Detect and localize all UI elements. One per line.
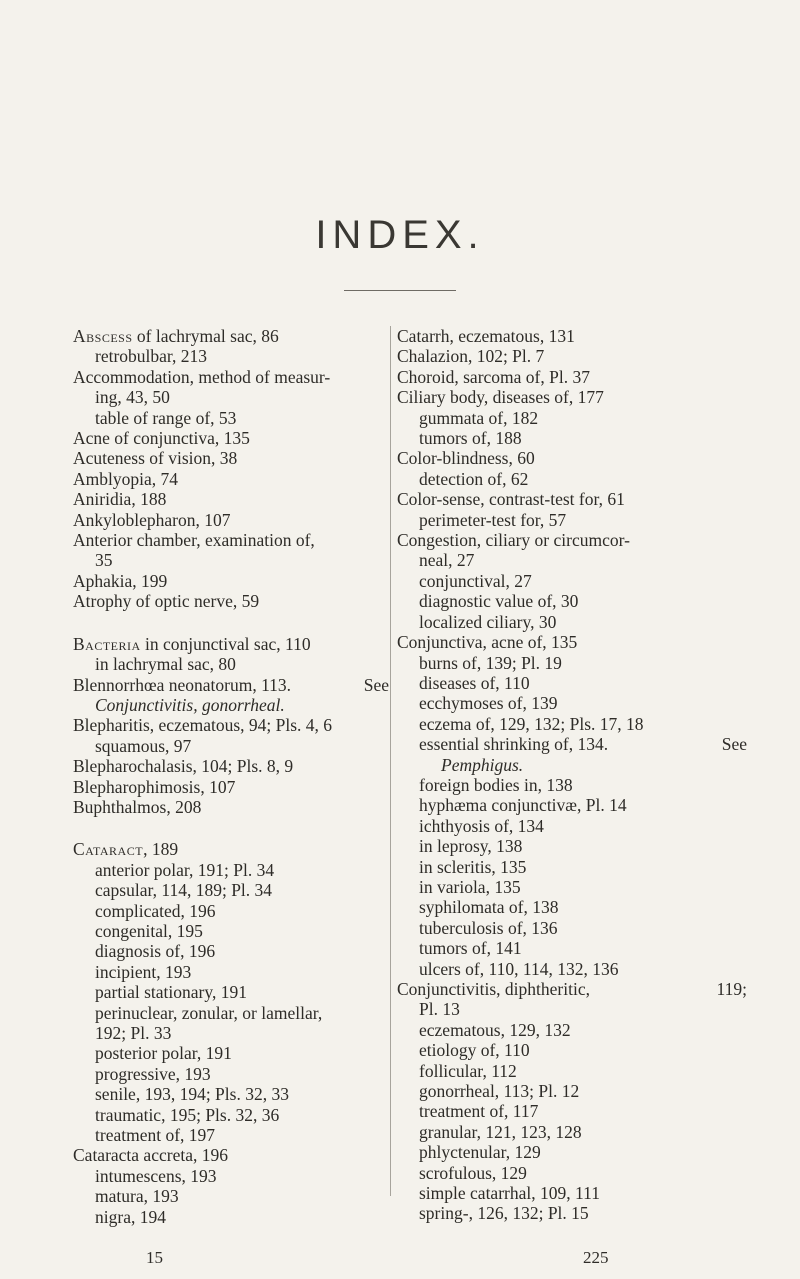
index-subentry	[397, 877, 747, 897]
index-subentry	[73, 1064, 389, 1084]
entry-text: Catarrh, eczematous, 131	[397, 326, 575, 346]
index-subentry	[397, 693, 747, 713]
index-entry	[397, 346, 747, 366]
index-entry	[73, 571, 389, 591]
entry-text: Ankyloblepharon, 107	[73, 509, 231, 530]
entry-text: Buphthalmos, 208	[73, 796, 202, 817]
index-subentry	[397, 1142, 747, 1162]
entry-text: Blepharitis, eczematous, 94; Pls. 4, 6	[73, 715, 333, 736]
column-divider	[390, 326, 391, 1196]
index-subentry	[397, 612, 747, 632]
index-subentry	[397, 1061, 747, 1081]
entry-text: Conjunctivitis, gonorrheal.	[95, 694, 285, 715]
entry-text: Acne of conjunctiva, 135	[73, 428, 250, 449]
entry-text: Ciliary body, diseases of, 177	[397, 387, 604, 408]
index-entry	[73, 777, 389, 797]
index-subentry	[73, 1003, 389, 1023]
entry-text: treatment of, 117	[419, 1101, 539, 1122]
entry-text: Blennorrhœa neonatorum, 113.	[73, 674, 292, 695]
index-subentry	[397, 673, 747, 693]
entry-lead-word: Cataract	[73, 839, 144, 860]
entry-text: senile, 193, 194; Pls. 32, 33	[95, 1084, 289, 1105]
index-subentry	[397, 734, 747, 754]
index-entry	[73, 510, 389, 530]
index-entry	[73, 756, 389, 776]
entry-text: Atrophy of optic nerve, 59	[73, 591, 260, 612]
entry-text: Aniridia, 188	[73, 489, 167, 510]
index-subentry	[73, 860, 389, 880]
index-subentry	[397, 795, 747, 815]
index-subentry	[73, 941, 389, 961]
index-subentry	[73, 1084, 389, 1104]
entry-text: diseases of, 110	[419, 672, 530, 693]
entry-text: conjunctival, 27	[419, 570, 532, 591]
entry-text: localized ciliary, 30	[419, 611, 557, 632]
entry-text: Color-blindness, 60	[397, 448, 535, 469]
entry-text: Pl. 13	[419, 999, 460, 1020]
entry-text: etiology of, 110	[419, 1040, 530, 1061]
entry-text: foreign bodies in, 138	[419, 774, 573, 795]
index-subentry	[397, 428, 747, 448]
index-subentry	[73, 1043, 389, 1063]
index-subentry	[73, 387, 389, 407]
entry-text: Anterior chamber, examination of,	[73, 530, 315, 551]
index-entry	[73, 797, 389, 817]
entry-text: Amblyopia, 74	[73, 468, 178, 489]
index-entry	[73, 715, 389, 735]
entry-text: tumors of, 188	[419, 428, 522, 449]
index-entry	[73, 367, 389, 387]
index-subentry	[73, 408, 389, 428]
entry-text: burns of, 139; Pl. 19	[419, 652, 562, 673]
entry-text: Conjunctivitis, diphtheritic,	[397, 979, 590, 999]
entry-text: partial stationary, 191	[95, 982, 247, 1003]
index-entry	[397, 979, 747, 999]
entry-text: granular, 121, 123, 128	[419, 1121, 582, 1142]
index-subentry	[397, 1101, 747, 1121]
entry-text: ing, 43, 50	[95, 387, 170, 408]
index-subentry	[397, 1040, 747, 1060]
entry-text: simple catarrhal, 109, 111	[419, 1183, 600, 1204]
entry-text: posterior polar, 191	[95, 1043, 232, 1064]
entry-text: spring-, 126, 132; Pl. 15	[419, 1203, 589, 1224]
entry-text: diagnostic value of, 30	[419, 591, 579, 612]
index-subentry	[397, 755, 747, 775]
index-column-left	[73, 326, 389, 1227]
index-subentry	[397, 1203, 747, 1223]
heading-rule	[344, 290, 456, 291]
entry-text: eczematous, 129, 132	[419, 1019, 571, 1040]
entry-text: Choroid, sarcoma of, Pl. 37	[397, 366, 590, 387]
index-subentry	[397, 571, 747, 591]
index-entry	[397, 387, 747, 407]
signature-mark: 15	[146, 1248, 163, 1267]
entry-text: diagnosis of, 196	[95, 941, 216, 962]
entry-text: Conjunctiva, acne of, 135	[397, 632, 578, 653]
index-entry	[73, 448, 389, 468]
index-entry	[397, 489, 747, 509]
index-subentry	[397, 1163, 747, 1183]
entry-text: 35	[95, 550, 113, 571]
entry-text: incipient, 193	[95, 961, 192, 982]
entry-text: progressive, 193	[95, 1063, 211, 1084]
index-entry	[73, 530, 389, 550]
index-subentry	[397, 999, 747, 1019]
entry-text: ecchymoses of, 139	[419, 693, 558, 714]
entry-text: anterior polar, 191; Pl. 34	[95, 859, 275, 880]
index-entry	[397, 632, 747, 652]
entry-text: ulcers of, 110, 114, 132, 136	[419, 958, 619, 979]
page-heading: INDEX.	[315, 213, 485, 257]
entry-text: Aphakia, 199	[73, 570, 168, 591]
index-subentry	[73, 654, 389, 674]
index-subentry	[73, 901, 389, 921]
index-entry	[397, 326, 747, 346]
entry-text: capsular, 114, 189; Pl. 34	[95, 880, 273, 901]
index-subentry	[73, 1105, 389, 1125]
entry-text: in leprosy, 138	[419, 836, 523, 857]
entry-text: congenital, 195	[95, 920, 203, 941]
index-subentry	[397, 1020, 747, 1040]
index-entry	[73, 489, 389, 509]
index-subentry	[397, 816, 747, 836]
entry-text: detection of, 62	[419, 468, 529, 489]
entry-text: of lachrymal sac, 86	[132, 326, 279, 346]
index-subentry	[397, 857, 747, 877]
entry-text: Cataracta accreta, 196	[73, 1145, 228, 1166]
index-subentry	[73, 921, 389, 941]
entry-text: follicular, 112	[419, 1060, 517, 1081]
index-entry	[73, 1145, 389, 1165]
index-subentry	[397, 510, 747, 530]
entry-text: Chalazion, 102; Pl. 7	[397, 346, 545, 367]
index-subentry	[397, 1122, 747, 1142]
entry-text: gummata of, 182	[419, 407, 539, 428]
entry-text: in conjunctival sac, 110	[140, 633, 311, 654]
entry-text: retrobulbar, 213	[95, 346, 208, 367]
index-subentry	[73, 346, 389, 366]
index-subentry	[397, 550, 747, 570]
entry-text: squamous, 97	[95, 735, 192, 756]
entry-text: Color-sense, contrast-test for, 61	[397, 489, 625, 510]
entry-text: treatment of, 197	[95, 1125, 216, 1146]
entry-text: matura, 193	[95, 1186, 179, 1207]
entry-text: tuberculosis of, 136	[419, 917, 558, 938]
index-subentry	[397, 897, 747, 917]
entry-text: syphilomata of, 138	[419, 897, 559, 918]
entry-text: intumescens, 193	[95, 1165, 217, 1186]
index-subentry	[73, 1166, 389, 1186]
index-subentry	[397, 714, 747, 734]
index-subentry	[397, 959, 747, 979]
entry-text: table of range of, 53	[95, 407, 237, 428]
index-subentry	[73, 695, 389, 715]
entry-text-end: See	[363, 674, 389, 695]
index-subentry	[397, 938, 747, 958]
entry-text: ichthyosis of, 134	[419, 815, 544, 836]
index-entry	[73, 839, 389, 859]
entry-text: 192; Pl. 33	[95, 1023, 172, 1043]
index-subentry	[397, 469, 747, 489]
index-entry	[397, 530, 747, 550]
index-subentry	[73, 550, 389, 570]
index-subentry	[73, 1207, 389, 1227]
index-subentry	[397, 1081, 747, 1101]
index-subentry	[397, 653, 747, 673]
page-number: 225	[583, 1248, 609, 1267]
entry-text: Pemphigus.	[441, 754, 524, 775]
index-subentry	[397, 918, 747, 938]
index-subentry	[73, 736, 389, 756]
index-subentry	[73, 1186, 389, 1206]
index-subentry	[397, 591, 747, 611]
index-entry	[73, 675, 389, 695]
entry-text: gonorrheal, 113; Pl. 12	[419, 1081, 580, 1102]
entry-text: hyphæma conjunctivæ, Pl. 14	[419, 795, 627, 816]
index-subentry	[397, 775, 747, 795]
entry-text: phlyctenular, 129	[419, 1142, 541, 1163]
entry-text-end: See	[721, 734, 747, 755]
entry-text: , 189	[143, 839, 179, 860]
entry-text: Blepharochalasis, 104; Pls. 8, 9	[73, 756, 294, 777]
entry-text: in lachrymal sac, 80	[95, 654, 236, 675]
entry-text: scrofulous, 129	[419, 1162, 527, 1183]
index-entry	[73, 634, 389, 654]
index-subentry	[73, 880, 389, 900]
index-entry	[73, 326, 389, 346]
entry-text: tumors of, 141	[419, 938, 522, 959]
index-subentry	[397, 1183, 747, 1203]
entry-text: nigra, 194	[95, 1206, 166, 1227]
entry-text: Blepharophimosis, 107	[73, 776, 236, 797]
index-subentry	[73, 1125, 389, 1145]
entry-text: Congestion, ciliary or circumcor-	[397, 530, 630, 551]
entry-text: in variola, 135	[419, 876, 521, 897]
index-subentry	[73, 982, 389, 1002]
entry-text: perinuclear, zonular, or lamellar,	[95, 1002, 323, 1023]
entry-lead-word: Bacteria	[73, 633, 141, 654]
entry-text: eczema of, 129, 132; Pls. 17, 18	[419, 713, 644, 734]
index-entry	[73, 428, 389, 448]
entry-text-end: 119;	[716, 979, 747, 999]
entry-text: complicated, 196	[95, 900, 216, 921]
entry-text: Accommodation, method of measur-	[73, 366, 331, 387]
index-entry	[73, 591, 389, 611]
index-entry	[397, 367, 747, 387]
index-subentry	[73, 1023, 389, 1043]
entry-text: neal, 27	[419, 550, 475, 571]
index-entry	[73, 469, 389, 489]
index-subentry	[397, 836, 747, 856]
index-subentry	[397, 408, 747, 428]
index-entry	[397, 448, 747, 468]
entry-lead-word: Abscess	[73, 326, 133, 346]
entry-text: in scleritis, 135	[419, 856, 527, 877]
entry-text: Acuteness of vision, 38	[73, 448, 238, 469]
index-column-right	[397, 326, 747, 1224]
index-subentry	[73, 962, 389, 982]
entry-text: traumatic, 195; Pls. 32, 36	[95, 1104, 280, 1125]
entry-text: essential shrinking of, 134.	[419, 734, 609, 755]
entry-text: perimeter-test for, 57	[419, 509, 567, 530]
